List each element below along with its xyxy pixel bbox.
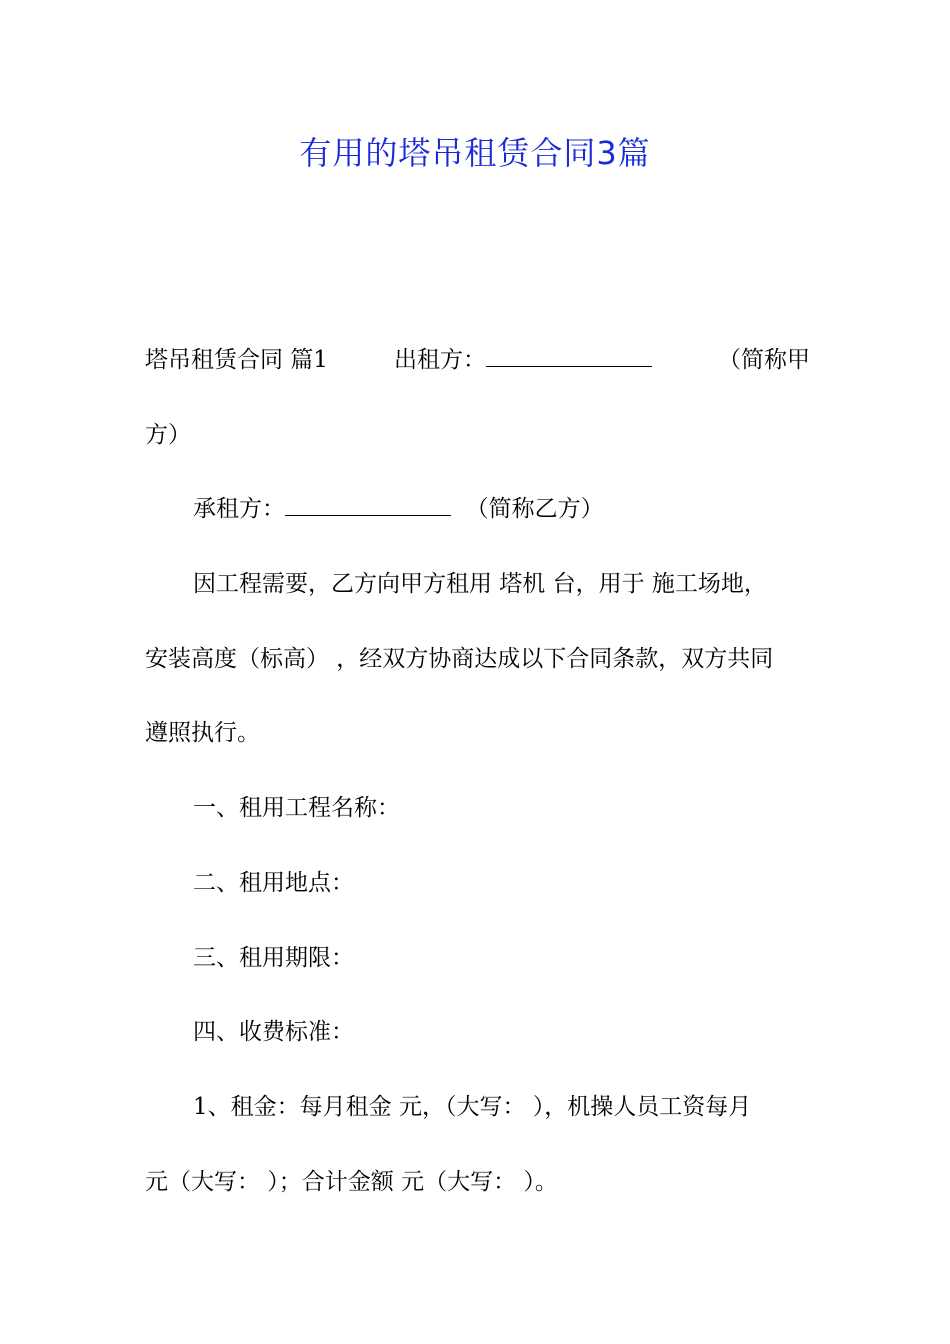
paragraph-line: 因工程需要，乙方向甲方租用 塔机 台，用于 施工场地， — [193, 571, 767, 597]
contract-heading: 塔吊租赁合同 篇1 — [145, 347, 328, 373]
fee-line: 1、租金：每月租金 元，（大写： ），机操人员工资每月 — [193, 1094, 752, 1120]
paragraph-line: 安装高度（标高） ，经双方协商达成以下合同条款，双方共同 — [145, 646, 774, 672]
clause-4: 四、收费标准： — [193, 1019, 354, 1045]
lessee-blank — [285, 493, 451, 516]
paragraph-line: 遵照执行。 — [145, 720, 260, 746]
clause-3: 三、租用期限： — [193, 945, 354, 971]
header-line-continued: 方） — [145, 422, 191, 448]
document-title: 有用的塔吊租赁合同3篇 — [299, 134, 651, 172]
fee-line: 元（大写： ）；合计金额 元（大写： ）。 — [145, 1169, 558, 1195]
lessor-abbr: （简称甲 — [717, 347, 810, 373]
lessor-label: 出租方： — [393, 347, 486, 373]
lessor-blank — [486, 344, 652, 367]
lessor-field — [394, 340, 652, 380]
clause-1: 一、租用工程名称： — [193, 795, 400, 821]
lessee-line — [193, 489, 810, 529]
lessee-abbr: （简称乙方） — [465, 496, 604, 522]
header-line — [145, 340, 810, 380]
lessee-label: 承租方： — [193, 496, 285, 522]
clause-2: 二、租用地点： — [193, 870, 354, 896]
